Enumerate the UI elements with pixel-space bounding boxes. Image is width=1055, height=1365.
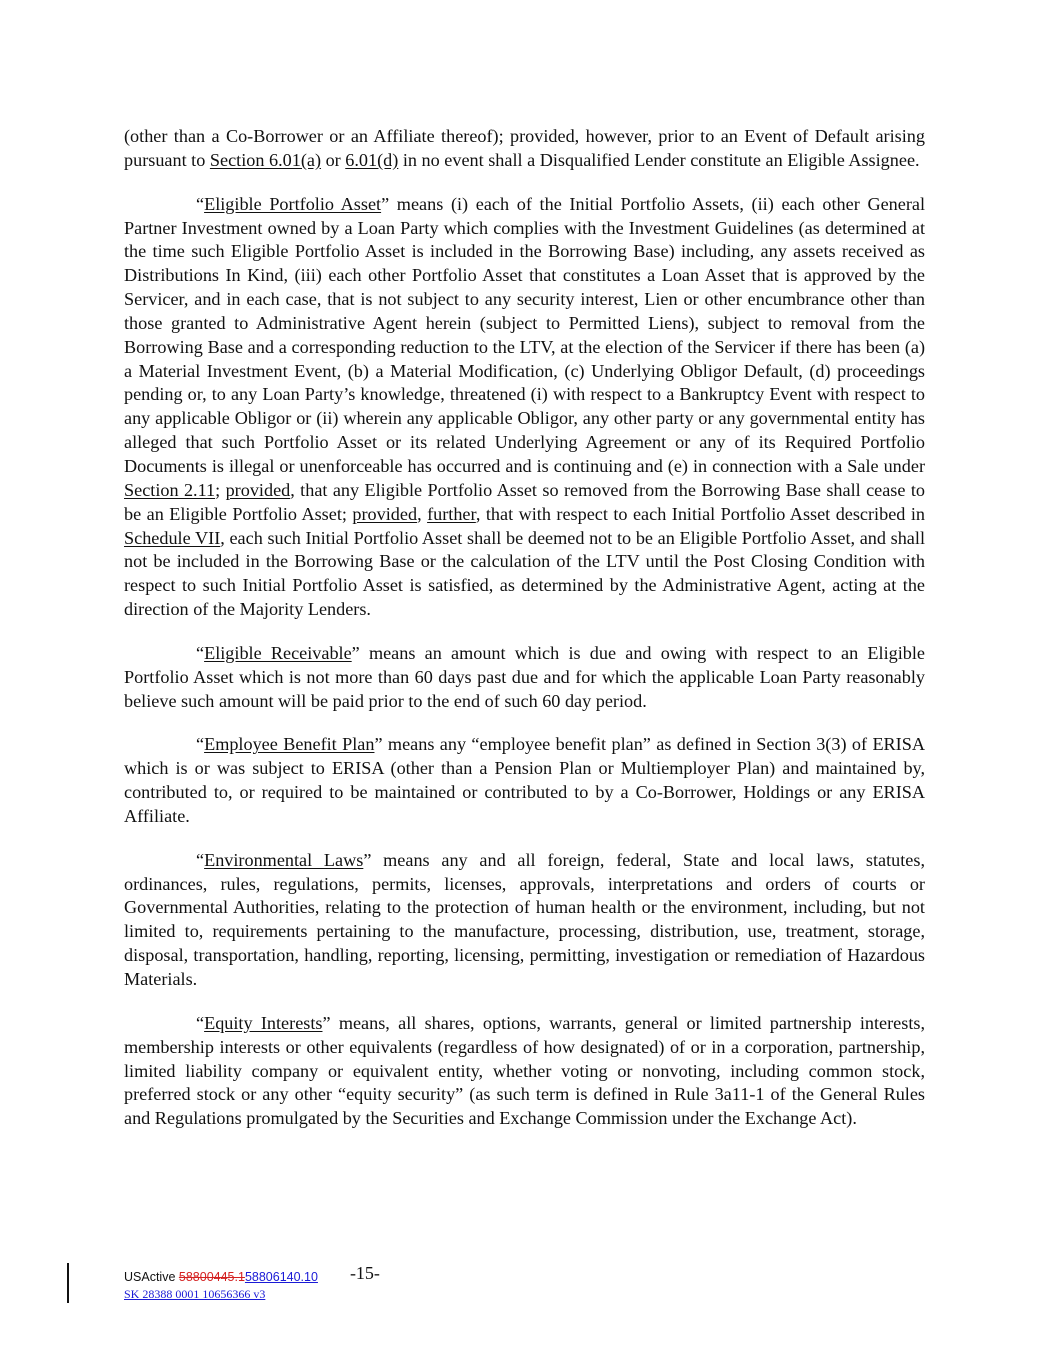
text-run: , (417, 503, 428, 524)
underlined-term: Eligible Portfolio Asset (204, 193, 382, 214)
definition-employee-benefit-plan (124, 733, 925, 828)
underlined-term: provided (225, 479, 291, 500)
doc-reference-link[interactable]: SK 28388 0001 10656366 v3 (124, 1287, 266, 1301)
text-run: “ (196, 1012, 205, 1033)
text-run: ” means an amount which is due and owing with respect to an Eligible Portfolio Asset which is not more than 60 days past due and for which the applicable Loan Party reasonably believe such amount will be paid prior to the end of such 60 day period. (124, 642, 925, 711)
definition-eligible-portfolio-asset (124, 193, 925, 622)
underlined-term: further (427, 503, 476, 524)
definition-eligible-receivable (124, 642, 925, 714)
footer-doc-line (124, 1264, 380, 1286)
text-run: “ (196, 849, 205, 870)
underlined-term: Employee Benefit Plan (204, 734, 375, 755)
page-footer (124, 1264, 380, 1302)
text-run: ; (215, 479, 226, 500)
underlined-term: Section 6.01(a) (209, 149, 322, 170)
text-run: ” means (i) each of the Initial Portfolio Assets, (ii) each other General Partner Investment owned by a Loan Party which complies with the Investment Guidelines (as determined at the time such Eligible Portfolio Asset is included in the Borrowing Base) including, any assets received as Distributions In Kind, (iii) each other Portfolio Asset that constitutes a Loan Asset that is approved by the Servicer, and in each case, that is not subject to any security interest, Lien or other encumbrance other than those granted to Administrative Agent herein (subject to Permitted Liens), subject to removal from the Borrowing Base and a corresponding reduction to the LTV, at the election of the Servicer if there has been (a) a Material Investment Event, (b) a Material Modification, (c) Underlying Obligor Default, (d) proceedings pending or, to any Loan Party’s knowledge, threatened (i) with respect to a Bankruptcy Event with respect to any applicable Obligor or (ii) wherein any applicable Obligor, any other party or any governmental entity has alleged that such Portfolio Asset or its related Underlying Agreement or any of its Required Portfolio Documents is illegal or unenforceable has occurred and is continuing and (e) in connection with a Sale under (124, 193, 925, 476)
text-run: , each such Initial Portfolio Asset shall be deemed not to be an Eligible Portfolio Asset, and shall not be included in the Borrowing Base or the calculation of the LTV until the Post Closing Condition with respect to such Initial Portfolio Asset is satisfied, as determined by the Administrative Agent, acting at the direction of the Majority Lenders. (124, 527, 925, 620)
text-run: , that with respect to each Initial Portfolio Asset described in (475, 503, 925, 524)
document-body (124, 125, 925, 1151)
text-run: or (321, 149, 346, 170)
underlined-term: 6.01(d) (345, 149, 399, 170)
definition-equity-interests (124, 1012, 925, 1131)
paragraph-eligible-assignee-cont (124, 125, 925, 173)
underlined-term: Schedule VII (124, 527, 221, 548)
text-run: ” means any and all foreign, federal, State and local laws, statutes, ordinances, rules, regulations, permits, licenses, approvals, interpretations and orders of courts or Governmental Authorities, relating to the protection of human health or the environment, including, but not limited to, requirements pertaining to the manufacture, processing, distribution, use, treatment, storage, disposal, transportation, handling, reporting, licensing, permitting, investigation or remediation of Hazardous Materials. (124, 849, 925, 989)
text-run: ” means, all shares, options, warrants, general or limited partnership interests, membership interests or other equivalents (regardless of how designated) of or in a corporation, partnership, limited liability company or equivalent entity, whether voting or nonvoting, including common stock, preferred stock or any other “equity security” (as such term is defined in Rule 3a11-1 of the General Rules and Regulations promulgated by the Securities and Exchange Commission under the Exchange Act). (124, 1012, 925, 1129)
definition-environmental-laws (124, 849, 925, 992)
doc-id-deleted: 58800445.1 (178, 1270, 245, 1284)
underlined-term: Eligible Receivable (204, 642, 352, 663)
doc-id-inserted[interactable]: 58806140.10 (244, 1270, 318, 1284)
revision-change-bar (67, 1263, 69, 1303)
footer-prefix: USActive (124, 1270, 179, 1284)
page-number: -15- (349, 1263, 380, 1283)
underlined-term: Section 2.11 (124, 479, 216, 500)
text-run: “ (196, 734, 205, 755)
underlined-term: Environmental Laws (204, 849, 364, 870)
text-run: “ (196, 642, 205, 663)
text-run: ” means any “employee benefit plan” as defined in Section 3(3) of ERISA which is or was subject to ERISA (other than a Pension Plan or Multiemployer Plan) and maintained by, contributed to, or required to be maintained or contributed to by a Co-Borrower, Holdings or any ERISA Affiliate. (124, 734, 925, 826)
text-run: “ (196, 193, 205, 214)
text-run: (other than a Co-Borrower or an Affiliate thereof); provided, however, prior to an Event of Default arising pursuant to (124, 126, 925, 170)
text-run: in no event shall a Disqualified Lender constitute an Eligible Assignee. (398, 149, 920, 170)
underlined-term: Equity Interests (204, 1012, 323, 1033)
text-run: , that any Eligible Portfolio Asset so removed from the Borrowing Base shall cease to be an Eligible Portfolio Asset; (124, 479, 925, 524)
underlined-term: provided (352, 503, 418, 524)
